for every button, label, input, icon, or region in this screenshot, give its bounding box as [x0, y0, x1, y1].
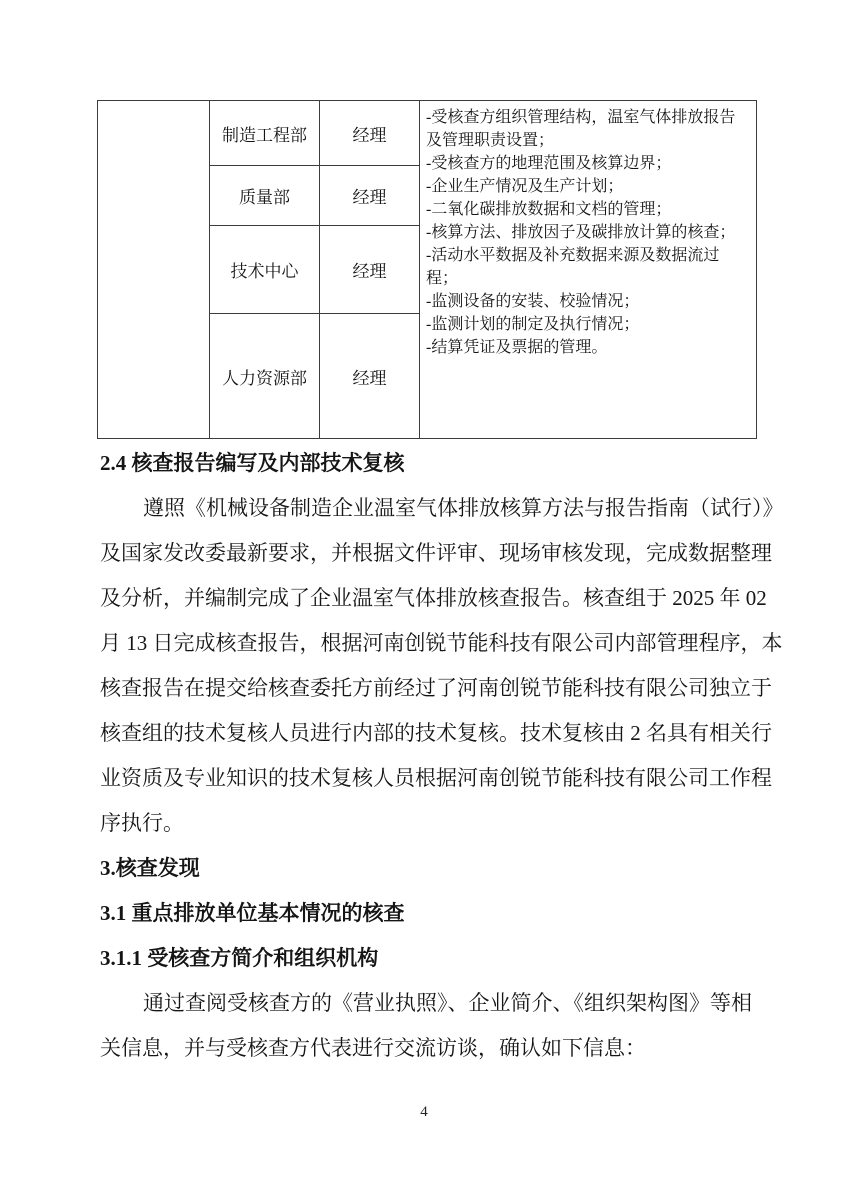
- role-label: 经理: [352, 188, 387, 207]
- page-number: 4: [420, 1104, 428, 1120]
- table-cell-dept-hr: [209, 314, 319, 438]
- table-cell-dept-quality: [209, 166, 319, 226]
- paragraph-line: 及国家发改委最新要求，并根据文件评审、现场审核发现，完成数据整理: [100, 541, 772, 565]
- topic-item: -监测设备的安装、校验情况；: [426, 293, 640, 310]
- paragraph-line: 及分析，并编制完成了企业温室气体排放核查报告。核查组于 2025 年 02: [100, 586, 767, 610]
- table-cell-verification-topics: [419, 101, 756, 438]
- department-interview-table: [97, 100, 757, 439]
- table-cell-blank: [98, 101, 209, 438]
- topic-item: -受核查方的地理范围及核算边界；: [426, 155, 672, 172]
- topic-item: -结算凭证及票据的管理。: [426, 339, 608, 356]
- table-cell-dept-manufacturing: [209, 101, 319, 166]
- table-cell-role-technology: [319, 226, 419, 314]
- section-heading-2-4: 2.4 核查报告编写及内部技术复核: [100, 451, 405, 475]
- paragraph-line: 核查组的技术复核人员进行内部的技术复核。技术复核由 2 名具有相关行: [100, 721, 772, 745]
- topic-item: -核算方法、排放因子及碳排放计算的核查；: [426, 224, 736, 241]
- paragraph-line: 序执行。: [100, 811, 184, 835]
- topic-item: -二氧化碳排放数据和文档的管理；: [426, 201, 672, 218]
- paragraph-line: 关信息，并与受核查方代表进行交流访谈，确认如下信息：: [100, 1036, 646, 1060]
- dept-label: 制造工程部: [222, 125, 307, 145]
- paragraph-line: 月 13 日完成核查报告，根据河南创锐节能科技有限公司内部管理程序，本: [100, 631, 783, 655]
- paragraph-line: 核查报告在提交给核查委托方前经过了河南创锐节能科技有限公司独立于: [100, 676, 772, 700]
- role-label: 经理: [352, 125, 387, 145]
- document-body: [100, 441, 800, 1071]
- topic-item: -监测计划的制定及执行情况；: [426, 316, 640, 333]
- paragraph-line: 遵照《机械设备制造企业温室气体排放核算方法与报告指南（试行）》: [143, 496, 784, 520]
- paragraph-line: 业资质及专业知识的技术复核人员根据河南创锐节能科技有限公司工作程: [100, 766, 772, 790]
- table-cell-role-manufacturing: [319, 101, 419, 166]
- dept-label: 质量部: [239, 188, 290, 207]
- section-heading-3-1-1: 3.1.1 受核查方简介和组织机构: [100, 946, 379, 970]
- table-cell-dept-technology: [209, 226, 319, 314]
- section-heading-3: 3.核查发现: [100, 856, 200, 880]
- dept-label: 人力资源部: [222, 368, 307, 388]
- section-heading-3-1: 3.1 重点排放单位基本情况的核查: [100, 901, 405, 925]
- role-label: 经理: [352, 368, 387, 388]
- topic-item: -受核查方组织管理结构，温室气体排放报告及管理职责设置；: [426, 109, 736, 149]
- dept-label: 技术中心: [230, 262, 299, 281]
- table-cell-role-hr: [319, 314, 419, 438]
- topic-item: -企业生产情况及生产计划；: [426, 178, 624, 195]
- paragraph-line: 通过查阅受核查方的《营业执照》、企业简介、《组织架构图》等相: [143, 991, 752, 1015]
- table-cell-role-quality: [319, 166, 419, 226]
- topic-item: -活动水平数据及补充数据来源及数据流过程；: [426, 247, 720, 287]
- role-label: 经理: [352, 262, 387, 281]
